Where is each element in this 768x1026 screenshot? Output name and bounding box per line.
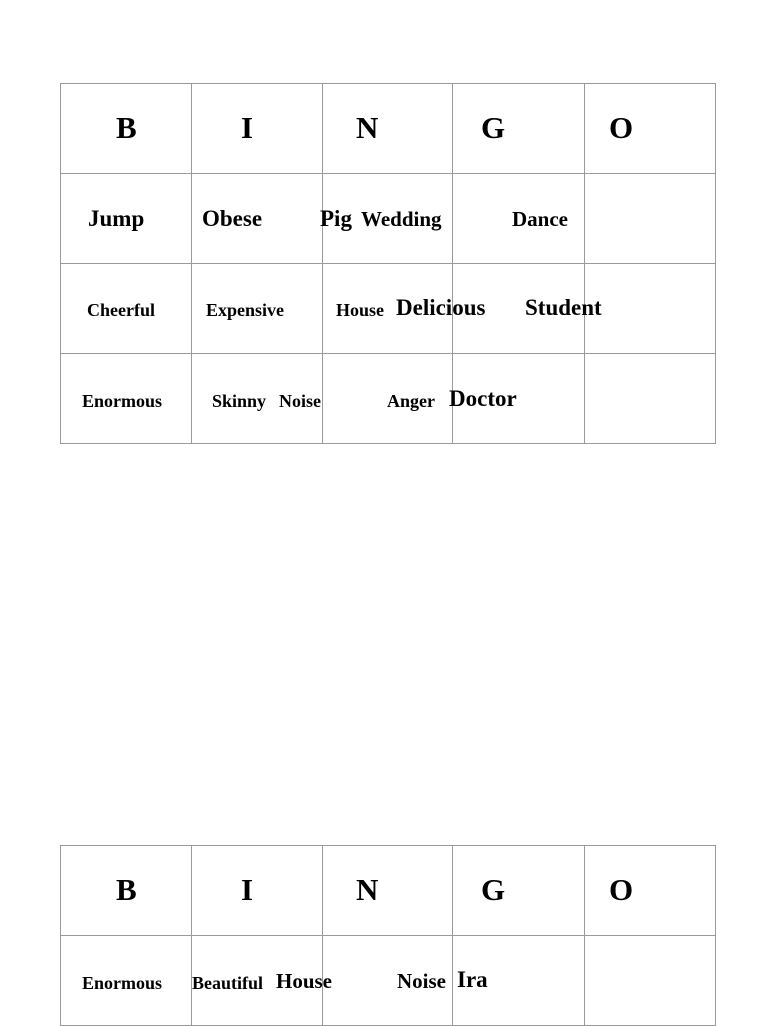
bingo-word: House — [336, 300, 385, 320]
bingo-word: Delicious — [396, 295, 486, 320]
bingo-header-cell — [61, 846, 192, 935]
bingo-cell — [320, 174, 453, 263]
bingo-row — [61, 264, 716, 354]
header-letter-b: B — [116, 110, 137, 145]
bingo-header-cell — [323, 84, 453, 173]
bingo-word: Noise — [397, 969, 446, 993]
bingo-cell — [585, 264, 716, 353]
bingo-word: Enormous — [82, 973, 163, 993]
header-letter-i: I — [241, 872, 254, 907]
bingo-word: Student — [525, 295, 602, 320]
bingo-cell — [453, 174, 585, 263]
bingo-cell — [453, 936, 585, 1025]
bingo-cell — [192, 936, 333, 1025]
bingo-word: Ira — [457, 967, 488, 992]
bingo-word: Beautiful — [192, 973, 264, 993]
bingo-word: Noise — [279, 391, 321, 411]
bingo-cell — [61, 936, 192, 1025]
bingo-cell — [323, 264, 486, 353]
bingo-cell — [453, 264, 602, 353]
bingo-header-cell — [585, 84, 716, 173]
bingo-header-cell — [192, 84, 323, 173]
bingo-word: Obese — [202, 206, 263, 231]
bingo-cell — [323, 936, 453, 1025]
bingo-word: House — [276, 969, 333, 993]
bingo-card-2 — [60, 845, 716, 1026]
bingo-cell — [61, 354, 192, 443]
header-letter-n: N — [356, 110, 379, 145]
bingo-cell — [192, 354, 323, 443]
bingo-word: Enormous — [82, 391, 163, 411]
bingo-word: Skinny — [212, 391, 267, 411]
bingo-cell — [449, 354, 585, 443]
bingo-cell — [585, 354, 716, 443]
header-letter-o: O — [609, 110, 634, 145]
bingo-header-cell — [61, 84, 192, 173]
header-letter-n: N — [356, 872, 379, 907]
bingo-word: Anger — [387, 391, 435, 411]
bingo-cell — [323, 354, 453, 443]
bingo-word: Cheerful — [87, 300, 155, 320]
bingo-row — [61, 936, 716, 1026]
header-letter-g: G — [481, 872, 506, 907]
bingo-word: Doctor — [449, 386, 517, 411]
bingo-word: Expensive — [206, 300, 285, 320]
bingo-word: Dance — [512, 207, 568, 231]
bingo-cell — [585, 174, 716, 263]
bingo-cell — [61, 174, 192, 263]
bingo-header-cell — [192, 846, 323, 935]
header-letter-b: B — [116, 872, 137, 907]
bingo-word: Wedding — [361, 207, 442, 231]
bingo-header-cell — [453, 846, 585, 935]
header-letter-o: O — [609, 872, 634, 907]
bingo-row — [61, 354, 716, 444]
bingo-word: Pig — [320, 206, 352, 231]
bingo-header-row — [61, 84, 716, 174]
bingo-row — [61, 174, 716, 264]
bingo-header-row — [61, 846, 716, 936]
bingo-header-cell — [585, 846, 716, 935]
bingo-cell — [61, 264, 192, 353]
bingo-cell — [585, 936, 716, 1025]
header-letter-g: G — [481, 110, 506, 145]
bingo-header-cell — [323, 846, 453, 935]
bingo-cell — [192, 174, 323, 263]
bingo-card-1 — [60, 83, 716, 444]
header-letter-i: I — [241, 110, 254, 145]
bingo-cell — [192, 264, 323, 353]
bingo-word: Jump — [88, 206, 145, 231]
bingo-header-cell — [453, 84, 585, 173]
